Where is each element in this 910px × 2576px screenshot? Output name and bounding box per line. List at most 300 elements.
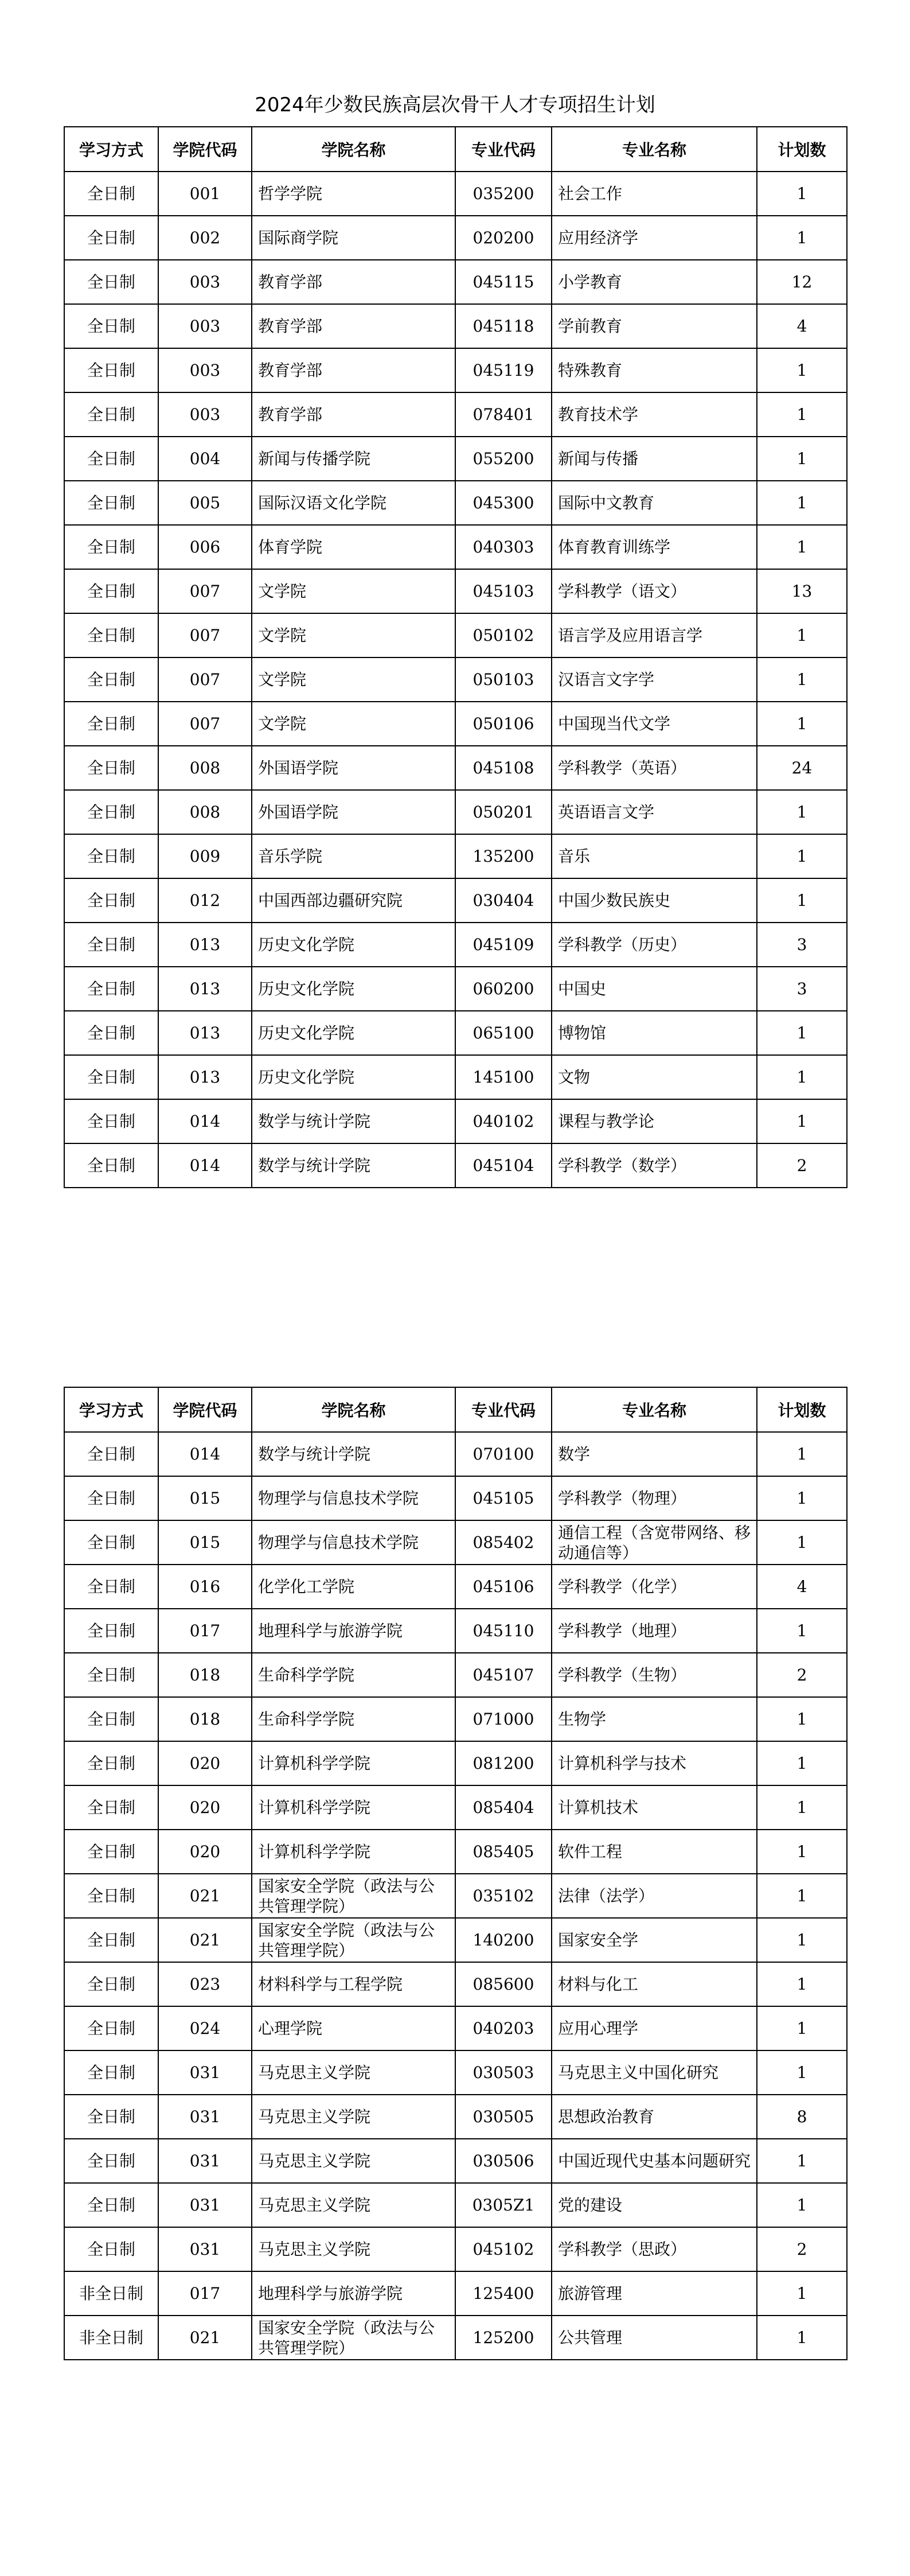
table-row	[64, 172, 847, 216]
college-name-cell: 国际汉语文化学院	[252, 481, 455, 525]
plan-count-cell: 12	[757, 260, 847, 304]
major-name-cell: 软件工程	[552, 1830, 757, 1874]
college-code-cell: 020	[158, 1785, 252, 1830]
major-name-cell: 学科教学（数学）	[552, 1143, 757, 1188]
major-code-cell: 030404	[455, 878, 552, 923]
college-name-cell: 地理科学与旅游学院	[252, 2271, 455, 2316]
major-name-cell: 生物学	[552, 1697, 757, 1741]
college-name-cell: 哲学学院	[252, 172, 455, 216]
table-row	[64, 1476, 847, 1520]
major-name-cell: 法律（法学）	[552, 1874, 757, 1918]
table-row	[64, 348, 847, 392]
college-name-cell: 数学与统计学院	[252, 1432, 455, 1476]
plan-count-cell: 13	[757, 569, 847, 613]
major-name-header: 专业名称	[552, 127, 757, 172]
major-code-cell: 020200	[455, 216, 552, 260]
table-row	[64, 216, 847, 260]
table-row	[64, 569, 847, 613]
college-code-cell: 003	[158, 392, 252, 437]
table-row	[64, 1520, 847, 1565]
plan-count-cell: 3	[757, 967, 847, 1011]
college-name-cell: 外国语学院	[252, 790, 455, 834]
page-title: 2024年少数民族高层次骨干人才专项招生计划	[255, 94, 655, 116]
plan-count-cell: 1	[757, 1741, 847, 1785]
college-name-cell: 物理学与信息技术学院	[252, 1476, 455, 1520]
plan-count-cell: 2	[757, 1143, 847, 1188]
college-code-cell: 003	[158, 304, 252, 348]
study-mode-cell: 全日制	[64, 2227, 158, 2271]
study-mode-cell: 全日制	[64, 172, 158, 216]
study-mode-cell: 全日制	[64, 2095, 158, 2139]
college-name-cell: 计算机科学学院	[252, 1830, 455, 1874]
major-name-cell: 数学	[552, 1432, 757, 1476]
plan-count-cell: 2	[757, 1653, 847, 1697]
study-mode-cell: 全日制	[64, 348, 158, 392]
study-mode-cell: 全日制	[64, 878, 158, 923]
study-mode-cell: 全日制	[64, 702, 158, 746]
table-row	[64, 437, 847, 481]
major-code-cell: 050102	[455, 613, 552, 657]
college-name-cell: 教育学部	[252, 348, 455, 392]
college-name-cell: 教育学部	[252, 304, 455, 348]
college-code-cell: 008	[158, 790, 252, 834]
college-code-cell: 008	[158, 746, 252, 790]
college-code-cell: 031	[158, 2095, 252, 2139]
table-row	[64, 1697, 847, 1741]
major-name-cell: 中国近现代史基本问题研究	[552, 2139, 757, 2183]
college-code-cell: 021	[158, 2316, 252, 2360]
major-code-cell: 060200	[455, 967, 552, 1011]
major-name-cell: 新闻与传播	[552, 437, 757, 481]
table-row	[64, 1011, 847, 1055]
study-mode-cell: 全日制	[64, 1609, 158, 1653]
college-name-cell: 历史文化学院	[252, 1011, 455, 1055]
major-code-cell: 045110	[455, 1609, 552, 1653]
college-name-cell: 计算机科学学院	[252, 1785, 455, 1830]
major-name-cell: 党的建设	[552, 2183, 757, 2227]
study-mode-cell: 全日制	[64, 657, 158, 702]
college-code-cell: 006	[158, 525, 252, 569]
college-code-cell: 001	[158, 172, 252, 216]
major-name-header: 专业名称	[552, 1387, 757, 1432]
plan-count-cell: 1	[757, 1918, 847, 1962]
table-row	[64, 1830, 847, 1874]
major-name-cell: 文物	[552, 1055, 757, 1099]
table-row	[64, 392, 847, 437]
plan-count-cell: 1	[757, 1830, 847, 1874]
table-row	[64, 2183, 847, 2227]
college-name-cell: 数学与统计学院	[252, 1143, 455, 1188]
major-name-cell: 国际中文教育	[552, 481, 757, 525]
table-header-row	[64, 127, 847, 172]
major-code-cell: 125400	[455, 2271, 552, 2316]
college-code-cell: 012	[158, 878, 252, 923]
major-code-header: 专业代码	[455, 127, 552, 172]
plan-count-cell: 1	[757, 834, 847, 878]
table-row	[64, 923, 847, 967]
college-code-cell: 024	[158, 2006, 252, 2050]
study-mode-cell: 全日制	[64, 1918, 158, 1962]
college-code-cell: 021	[158, 1918, 252, 1962]
major-name-cell: 英语语言文学	[552, 790, 757, 834]
table-row	[64, 967, 847, 1011]
major-code-cell: 085600	[455, 1962, 552, 2006]
major-name-cell: 应用心理学	[552, 2006, 757, 2050]
table-row	[64, 1918, 847, 1962]
college-name-cell: 历史文化学院	[252, 923, 455, 967]
major-name-cell: 社会工作	[552, 172, 757, 216]
table-row	[64, 834, 847, 878]
major-code-cell: 035102	[455, 1874, 552, 1918]
major-name-cell: 国家安全学	[552, 1918, 757, 1962]
college-code-cell: 005	[158, 481, 252, 525]
major-code-cell: 050106	[455, 702, 552, 746]
study-mode-cell: 全日制	[64, 746, 158, 790]
college-name-cell: 材料科学与工程学院	[252, 1962, 455, 2006]
study-mode-cell: 全日制	[64, 613, 158, 657]
plan-count-cell: 1	[757, 1785, 847, 1830]
major-name-cell: 学科教学（化学）	[552, 1565, 757, 1609]
college-name-cell: 国家安全学院（政法与公共管理学院）	[252, 1874, 455, 1918]
plan-count-cell: 8	[757, 2095, 847, 2139]
table-row	[64, 878, 847, 923]
major-name-cell: 学科教学（生物）	[552, 1653, 757, 1697]
plan-count-header: 计划数	[757, 1387, 847, 1432]
plan-count-cell: 1	[757, 2183, 847, 2227]
study-mode-cell: 全日制	[64, 525, 158, 569]
major-code-cell: 045118	[455, 304, 552, 348]
college-name-cell: 国际商学院	[252, 216, 455, 260]
table-row	[64, 1741, 847, 1785]
college-code-cell: 014	[158, 1099, 252, 1143]
college-code-cell: 007	[158, 702, 252, 746]
major-code-cell: 085402	[455, 1520, 552, 1565]
major-code-cell: 045107	[455, 1653, 552, 1697]
college-name-cell: 文学院	[252, 657, 455, 702]
table-body	[64, 1432, 847, 2360]
major-code-cell: 085404	[455, 1785, 552, 1830]
study-mode-cell: 全日制	[64, 1011, 158, 1055]
college-code-cell: 003	[158, 348, 252, 392]
major-code-cell: 085405	[455, 1830, 552, 1874]
plan-count-cell: 1	[757, 1476, 847, 1520]
major-code-cell: 045109	[455, 923, 552, 967]
major-name-cell: 音乐	[552, 834, 757, 878]
table-row	[64, 746, 847, 790]
table-row	[64, 1055, 847, 1099]
college-code-cell: 020	[158, 1741, 252, 1785]
major-name-cell: 材料与化工	[552, 1962, 757, 2006]
major-code-cell: 045300	[455, 481, 552, 525]
study-mode-cell: 全日制	[64, 569, 158, 613]
plan-count-cell: 1	[757, 878, 847, 923]
college-name-cell: 马克思主义学院	[252, 2139, 455, 2183]
plan-count-cell: 1	[757, 2050, 847, 2095]
plan-count-cell: 1	[757, 348, 847, 392]
college-name-cell: 马克思主义学院	[252, 2227, 455, 2271]
major-code-cell: 078401	[455, 392, 552, 437]
plan-count-cell: 1	[757, 392, 847, 437]
major-code-cell: 045115	[455, 260, 552, 304]
plan-count-cell: 1	[757, 1432, 847, 1476]
study-mode-cell: 全日制	[64, 1741, 158, 1785]
major-code-cell: 030505	[455, 2095, 552, 2139]
plan-count-cell: 4	[757, 1565, 847, 1609]
college-name-cell: 马克思主义学院	[252, 2095, 455, 2139]
table-row	[64, 1565, 847, 1609]
major-name-cell: 计算机技术	[552, 1785, 757, 1830]
study-mode-header: 学习方式	[64, 127, 158, 172]
major-name-cell: 马克思主义中国化研究	[552, 2050, 757, 2095]
college-code-cell: 023	[158, 1962, 252, 2006]
major-name-cell: 思想政治教育	[552, 2095, 757, 2139]
major-name-cell: 计算机科学与技术	[552, 1741, 757, 1785]
major-code-cell: 145100	[455, 1055, 552, 1099]
college-code-cell: 007	[158, 613, 252, 657]
college-name-cell: 历史文化学院	[252, 1055, 455, 1099]
college-code-cell: 031	[158, 2227, 252, 2271]
plan-count-cell: 24	[757, 746, 847, 790]
major-name-cell: 学前教育	[552, 304, 757, 348]
study-mode-cell: 全日制	[64, 392, 158, 437]
plan-count-cell: 1	[757, 216, 847, 260]
plan-count-cell: 1	[757, 790, 847, 834]
college-code-cell: 014	[158, 1432, 252, 1476]
major-code-cell: 045108	[455, 746, 552, 790]
major-code-cell: 081200	[455, 1741, 552, 1785]
plan-count-cell: 4	[757, 304, 847, 348]
plan-count-cell: 1	[757, 613, 847, 657]
major-code-header: 专业代码	[455, 1387, 552, 1432]
plan-count-cell: 1	[757, 702, 847, 746]
table-row	[64, 2271, 847, 2316]
study-mode-cell: 全日制	[64, 1830, 158, 1874]
study-mode-cell: 全日制	[64, 2050, 158, 2095]
study-mode-cell: 全日制	[64, 216, 158, 260]
major-code-cell: 125200	[455, 2316, 552, 2360]
plan-count-cell: 1	[757, 2271, 847, 2316]
major-name-cell: 教育技术学	[552, 392, 757, 437]
table-row	[64, 260, 847, 304]
college-code-header: 学院代码	[158, 1387, 252, 1432]
major-code-cell: 045119	[455, 348, 552, 392]
college-code-cell: 016	[158, 1565, 252, 1609]
college-name-header: 学院名称	[252, 1387, 455, 1432]
plan-count-cell: 3	[757, 923, 847, 967]
plan-count-cell: 1	[757, 1055, 847, 1099]
college-name-cell: 马克思主义学院	[252, 2183, 455, 2227]
college-code-cell: 004	[158, 437, 252, 481]
study-mode-cell: 全日制	[64, 967, 158, 1011]
study-mode-cell: 全日制	[64, 834, 158, 878]
college-code-cell: 009	[158, 834, 252, 878]
plan-count-cell: 1	[757, 2006, 847, 2050]
major-code-cell: 140200	[455, 1918, 552, 1962]
study-mode-cell: 全日制	[64, 1874, 158, 1918]
major-name-cell: 中国史	[552, 967, 757, 1011]
major-name-cell: 特殊教育	[552, 348, 757, 392]
college-code-cell: 020	[158, 1830, 252, 1874]
study-mode-cell: 全日制	[64, 2006, 158, 2050]
table-row	[64, 2006, 847, 2050]
study-mode-cell: 全日制	[64, 2139, 158, 2183]
college-name-cell: 音乐学院	[252, 834, 455, 878]
table-row	[64, 525, 847, 569]
major-code-cell: 045105	[455, 1476, 552, 1520]
plan-count-cell: 1	[757, 2139, 847, 2183]
table-row	[64, 2050, 847, 2095]
plan-count-cell: 1	[757, 172, 847, 216]
study-mode-cell: 全日制	[64, 260, 158, 304]
table-row	[64, 2227, 847, 2271]
study-mode-cell: 非全日制	[64, 2316, 158, 2360]
major-code-cell: 040203	[455, 2006, 552, 2050]
college-code-cell: 018	[158, 1653, 252, 1697]
college-code-cell: 017	[158, 2271, 252, 2316]
major-name-cell: 应用经济学	[552, 216, 757, 260]
major-name-cell: 博物馆	[552, 1011, 757, 1055]
table-header-row	[64, 1387, 847, 1432]
table-row	[64, 790, 847, 834]
table-row	[64, 1785, 847, 1830]
college-code-cell: 031	[158, 2050, 252, 2095]
study-mode-cell: 非全日制	[64, 2271, 158, 2316]
plan-count-header: 计划数	[757, 127, 847, 172]
study-mode-cell: 全日制	[64, 1476, 158, 1520]
college-code-cell: 013	[158, 1055, 252, 1099]
table-row	[64, 1609, 847, 1653]
study-mode-cell: 全日制	[64, 1432, 158, 1476]
college-name-header: 学院名称	[252, 127, 455, 172]
plan-count-cell: 1	[757, 2316, 847, 2360]
study-mode-cell: 全日制	[64, 923, 158, 967]
college-name-cell: 文学院	[252, 702, 455, 746]
major-name-cell: 中国现当代文学	[552, 702, 757, 746]
college-code-header: 学院代码	[158, 127, 252, 172]
major-code-cell: 071000	[455, 1697, 552, 1741]
plan-count-cell: 1	[757, 1697, 847, 1741]
major-name-cell: 学科教学（英语）	[552, 746, 757, 790]
college-name-cell: 教育学部	[252, 260, 455, 304]
plan-count-cell: 1	[757, 1962, 847, 2006]
major-code-cell: 045103	[455, 569, 552, 613]
college-name-cell: 教育学部	[252, 392, 455, 437]
college-code-cell: 021	[158, 1874, 252, 1918]
college-name-cell: 生命科学学院	[252, 1697, 455, 1741]
plan-count-cell: 2	[757, 2227, 847, 2271]
major-code-cell: 045102	[455, 2227, 552, 2271]
plan-count-cell: 1	[757, 525, 847, 569]
college-name-cell: 外国语学院	[252, 746, 455, 790]
college-name-cell: 历史文化学院	[252, 967, 455, 1011]
college-code-cell: 013	[158, 923, 252, 967]
table-row	[64, 2316, 847, 2360]
college-name-cell: 数学与统计学院	[252, 1099, 455, 1143]
major-code-cell: 030503	[455, 2050, 552, 2095]
major-name-cell: 语言学及应用语言学	[552, 613, 757, 657]
study-mode-cell: 全日制	[64, 1962, 158, 2006]
major-name-cell: 课程与教学论	[552, 1099, 757, 1143]
enrollment-plan-table-part-2	[64, 1387, 847, 2360]
table-row	[64, 1099, 847, 1143]
study-mode-cell: 全日制	[64, 1143, 158, 1188]
study-mode-cell: 全日制	[64, 790, 158, 834]
college-name-cell: 生命科学学院	[252, 1653, 455, 1697]
table-row	[64, 304, 847, 348]
major-code-cell: 070100	[455, 1432, 552, 1476]
table-body	[64, 172, 847, 1188]
major-code-cell: 055200	[455, 437, 552, 481]
table-row	[64, 1653, 847, 1697]
major-code-cell: 035200	[455, 172, 552, 216]
major-name-cell: 汉语言文字学	[552, 657, 757, 702]
college-name-cell: 物理学与信息技术学院	[252, 1520, 455, 1565]
table-row	[64, 2139, 847, 2183]
study-mode-cell: 全日制	[64, 1697, 158, 1741]
table-row	[64, 1962, 847, 2006]
plan-count-cell: 1	[757, 1874, 847, 1918]
college-name-cell: 化学化工学院	[252, 1565, 455, 1609]
major-code-cell: 040303	[455, 525, 552, 569]
study-mode-cell: 全日制	[64, 1099, 158, 1143]
study-mode-cell: 全日制	[64, 1055, 158, 1099]
table-row	[64, 1874, 847, 1918]
college-name-cell: 马克思主义学院	[252, 2050, 455, 2095]
plan-count-cell: 1	[757, 657, 847, 702]
college-name-cell: 地理科学与旅游学院	[252, 1609, 455, 1653]
major-name-cell: 学科教学（历史）	[552, 923, 757, 967]
college-name-cell: 国家安全学院（政法与公共管理学院）	[252, 1918, 455, 1962]
study-mode-cell: 全日制	[64, 1565, 158, 1609]
college-code-cell: 017	[158, 1609, 252, 1653]
major-code-cell: 030506	[455, 2139, 552, 2183]
plan-count-cell: 1	[757, 481, 847, 525]
major-code-cell: 0305Z1	[455, 2183, 552, 2227]
major-name-cell: 学科教学（语文）	[552, 569, 757, 613]
college-code-cell: 014	[158, 1143, 252, 1188]
major-name-cell: 中国少数民族史	[552, 878, 757, 923]
major-code-cell: 045106	[455, 1565, 552, 1609]
college-code-cell: 002	[158, 216, 252, 260]
college-code-cell: 018	[158, 1697, 252, 1741]
study-mode-cell: 全日制	[64, 1520, 158, 1565]
major-code-cell: 065100	[455, 1011, 552, 1055]
major-name-cell: 学科教学（物理）	[552, 1476, 757, 1520]
table-row	[64, 1432, 847, 1476]
college-name-cell: 计算机科学学院	[252, 1741, 455, 1785]
college-code-cell: 031	[158, 2139, 252, 2183]
table-row	[64, 2095, 847, 2139]
major-code-cell: 040102	[455, 1099, 552, 1143]
plan-count-cell: 1	[757, 1011, 847, 1055]
college-name-cell: 体育学院	[252, 525, 455, 569]
study-mode-cell: 全日制	[64, 437, 158, 481]
college-name-cell: 文学院	[252, 613, 455, 657]
college-code-cell: 031	[158, 2183, 252, 2227]
college-code-cell: 003	[158, 260, 252, 304]
college-code-cell: 015	[158, 1476, 252, 1520]
table-row	[64, 1143, 847, 1188]
major-name-cell: 旅游管理	[552, 2271, 757, 2316]
college-name-cell: 新闻与传播学院	[252, 437, 455, 481]
plan-count-cell: 1	[757, 1609, 847, 1653]
major-code-cell: 050103	[455, 657, 552, 702]
college-code-cell: 013	[158, 1011, 252, 1055]
table-row	[64, 613, 847, 657]
major-code-cell: 135200	[455, 834, 552, 878]
plan-count-cell: 1	[757, 437, 847, 481]
college-name-cell: 国家安全学院（政法与公共管理学院）	[252, 2316, 455, 2360]
